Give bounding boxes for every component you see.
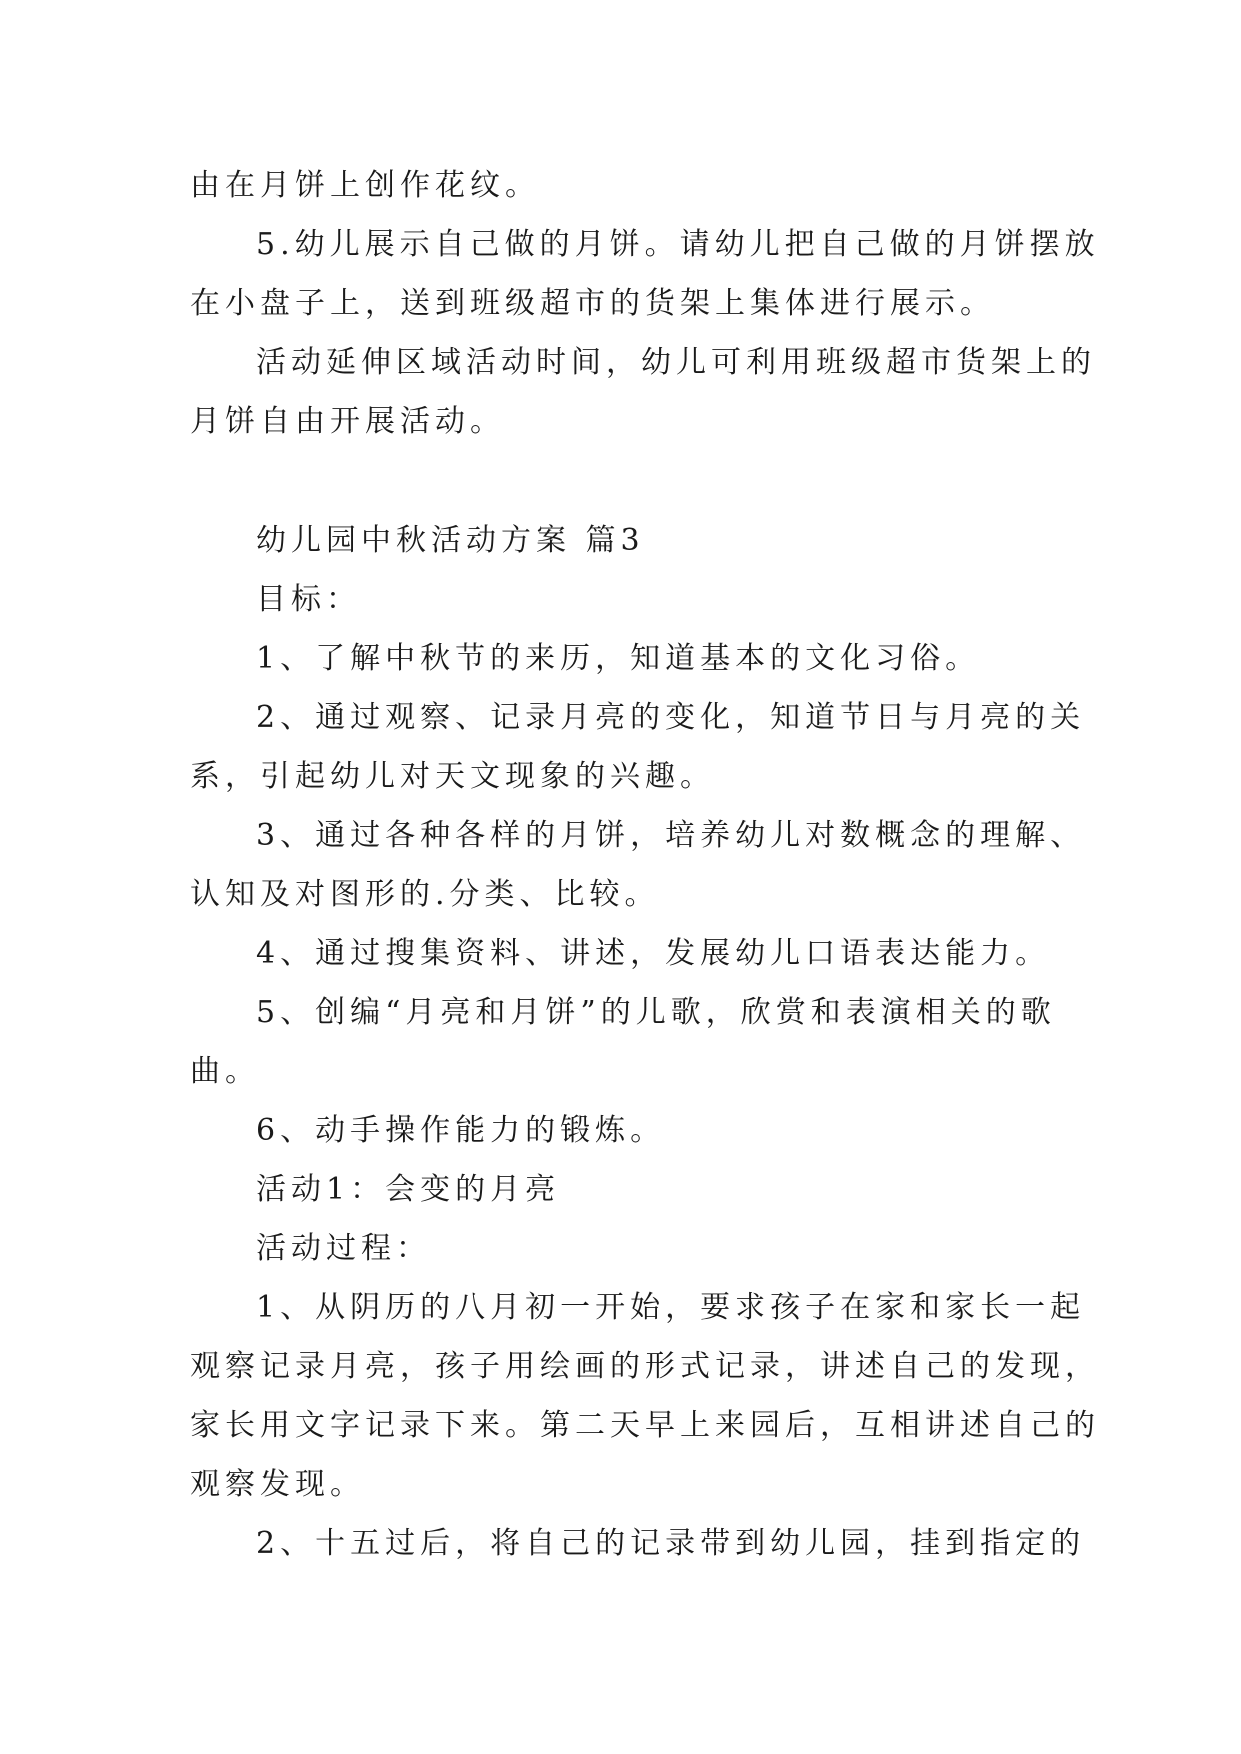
text-line: 活动过程： [256, 1231, 431, 1266]
text-line: 3、通过各种各样的月饼，培养幼儿对数概念的理解、 [256, 818, 1086, 853]
text-line: 目标： [256, 582, 361, 617]
text-line: 在小盘子上，送到班级超市的货架上集体进行展示。 [190, 286, 995, 321]
section-heading: 幼儿园中秋活动方案 篇3 [256, 523, 645, 558]
text-line: 系，引起幼儿对天文现象的兴趣。 [190, 759, 715, 794]
text-line: 认知及对图形的.分类、比较。 [190, 877, 660, 912]
text-line: 曲。 [190, 1054, 260, 1089]
text-line: 6、动手操作能力的锻炼。 [256, 1113, 666, 1148]
text-line: 1、从阴历的八月初一开始，要求孩子在家和家长一起 [256, 1290, 1086, 1325]
text-line: 观察发现。 [190, 1467, 365, 1502]
text-line: 2、通过观察、记录月亮的变化，知道节日与月亮的关 [256, 700, 1086, 735]
text-line: 2、十五过后，将自己的记录带到幼儿园，挂到指定的 [256, 1526, 1086, 1561]
text-line: 5.幼儿展示自己做的月饼。请幼儿把自己做的月饼摆放 [256, 227, 1100, 262]
text-line: 观察记录月亮，孩子用绘画的形式记录，讲述自己的发现， [190, 1349, 1100, 1384]
text-line: 活动延伸区域活动时间，幼儿可利用班级超市货架上的 [256, 345, 1096, 380]
text-line: 4、通过搜集资料、讲述，发展幼儿口语表达能力。 [256, 936, 1051, 971]
text-line: 活动1：会变的月亮 [256, 1172, 561, 1207]
text-line: 家长用文字记录下来。第二天早上来园后，互相讲述自己的 [190, 1408, 1100, 1443]
text-line: 月饼自由开展活动。 [190, 404, 505, 439]
text-line: 由在月饼上创作花纹。 [190, 168, 540, 203]
text-line: 5、创编“月亮和月饼”的儿歌，欣赏和表演相关的歌 [256, 995, 1056, 1030]
text-line: 1、了解中秋节的来历，知道基本的文化习俗。 [256, 641, 981, 676]
